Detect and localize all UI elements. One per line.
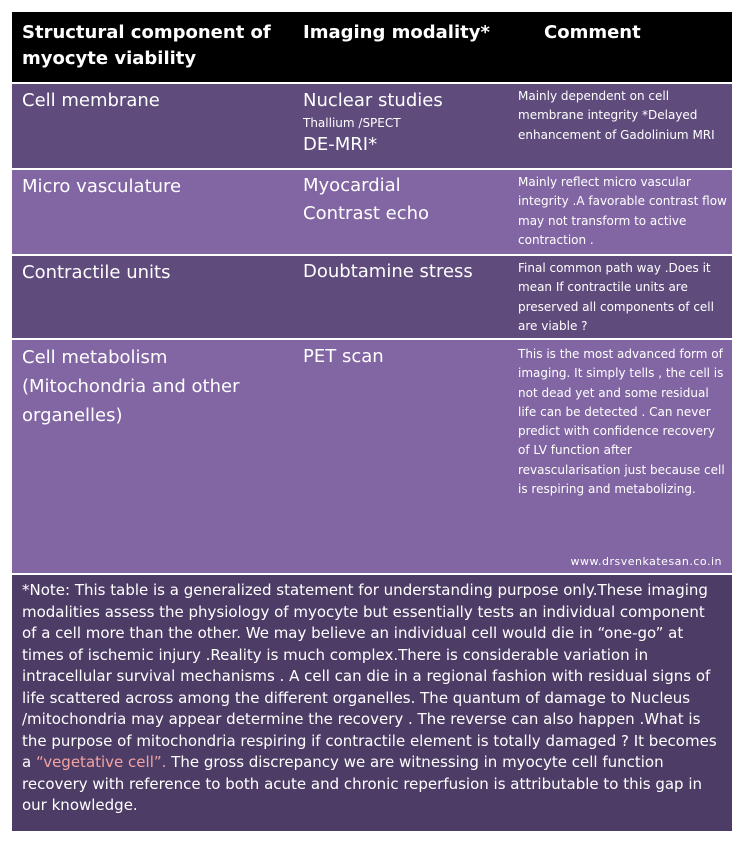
row-modality — [303, 258, 473, 286]
row-component: Cell membrane — [22, 90, 160, 111]
table-header — [12, 12, 732, 82]
modality-line: DE-MRI* — [303, 134, 378, 155]
row-comment: This is the most advanced form of imaging. It simply tells , the cell is not dead yet and some residual life can be detected . Can never predict with confidence recovery of LV function after revascularisation just because cell is respiring and metabolizing. — [518, 347, 725, 497]
row-modality — [303, 87, 443, 159]
footnote-box — [12, 575, 732, 831]
row-component: Contractile units — [22, 262, 171, 283]
row-modality — [303, 343, 384, 371]
row-modality — [303, 172, 429, 228]
table-row — [12, 256, 732, 338]
footnote-part: The gross discrepancy we are witnessing in myocyte cell function recovery with reference to both acute and chronic reperfusion is attributable to this gap in our knowledge. — [22, 753, 703, 814]
table-row — [12, 84, 732, 168]
row-component: Micro vasculature — [22, 176, 182, 197]
modality-line: Nuclear studies — [303, 90, 443, 111]
website-watermark: www.drsvenkatesan.co.in — [570, 555, 722, 568]
header-comment: Comment — [544, 22, 641, 43]
table-row — [12, 170, 732, 254]
modality-subtext: Thallium /SPECT — [303, 116, 401, 130]
row-comment: Final common path way .Does it mean If contractile units are preserved all components of cell are viable ? — [518, 261, 714, 333]
footnote-part: *Note: This table is a generalized statement for understanding purpose only.These imaging modalities assess the physiology of myocyte but essentially tests an individual component of a cell more than the other. We may believe an individual cell would die in “one-go” at times of ischemic injury .Reality is much complex.There is considerable variation in intracellular survival mechanisms . A cell can die in a regional fashion with residual signs of life scattered across among the different organelles. The quantum of damage to Nucleus /mitochondria may appear determine the recovery . The reverse can also happen .What is the purpose of mitochondria respiring if contractile element is totally damaged ? It becomes a — [22, 581, 717, 771]
row-component: Cell metabolism (Mitochondria and other organelles) — [22, 347, 240, 426]
modality-line: Doubtamine stress — [303, 261, 473, 282]
table-row — [12, 340, 732, 573]
modality-line: PET scan — [303, 346, 384, 367]
header-component: Structural component of myocyte viability — [22, 22, 271, 69]
modality-line: Myocardial — [303, 175, 401, 196]
row-comment: Mainly reflect micro vascular integrity .A favorable contrast flow may not transform to active contraction . — [518, 175, 727, 247]
row-comment: Mainly dependent on cell membrane integrity *Delayed enhancement of Gadolinium MRI — [518, 89, 715, 142]
modality-line: Contrast echo — [303, 203, 430, 224]
footnote-highlight: “vegetative cell”. — [35, 753, 167, 771]
header-modality: Imaging modality* — [303, 22, 490, 43]
footnote-text — [22, 580, 722, 817]
